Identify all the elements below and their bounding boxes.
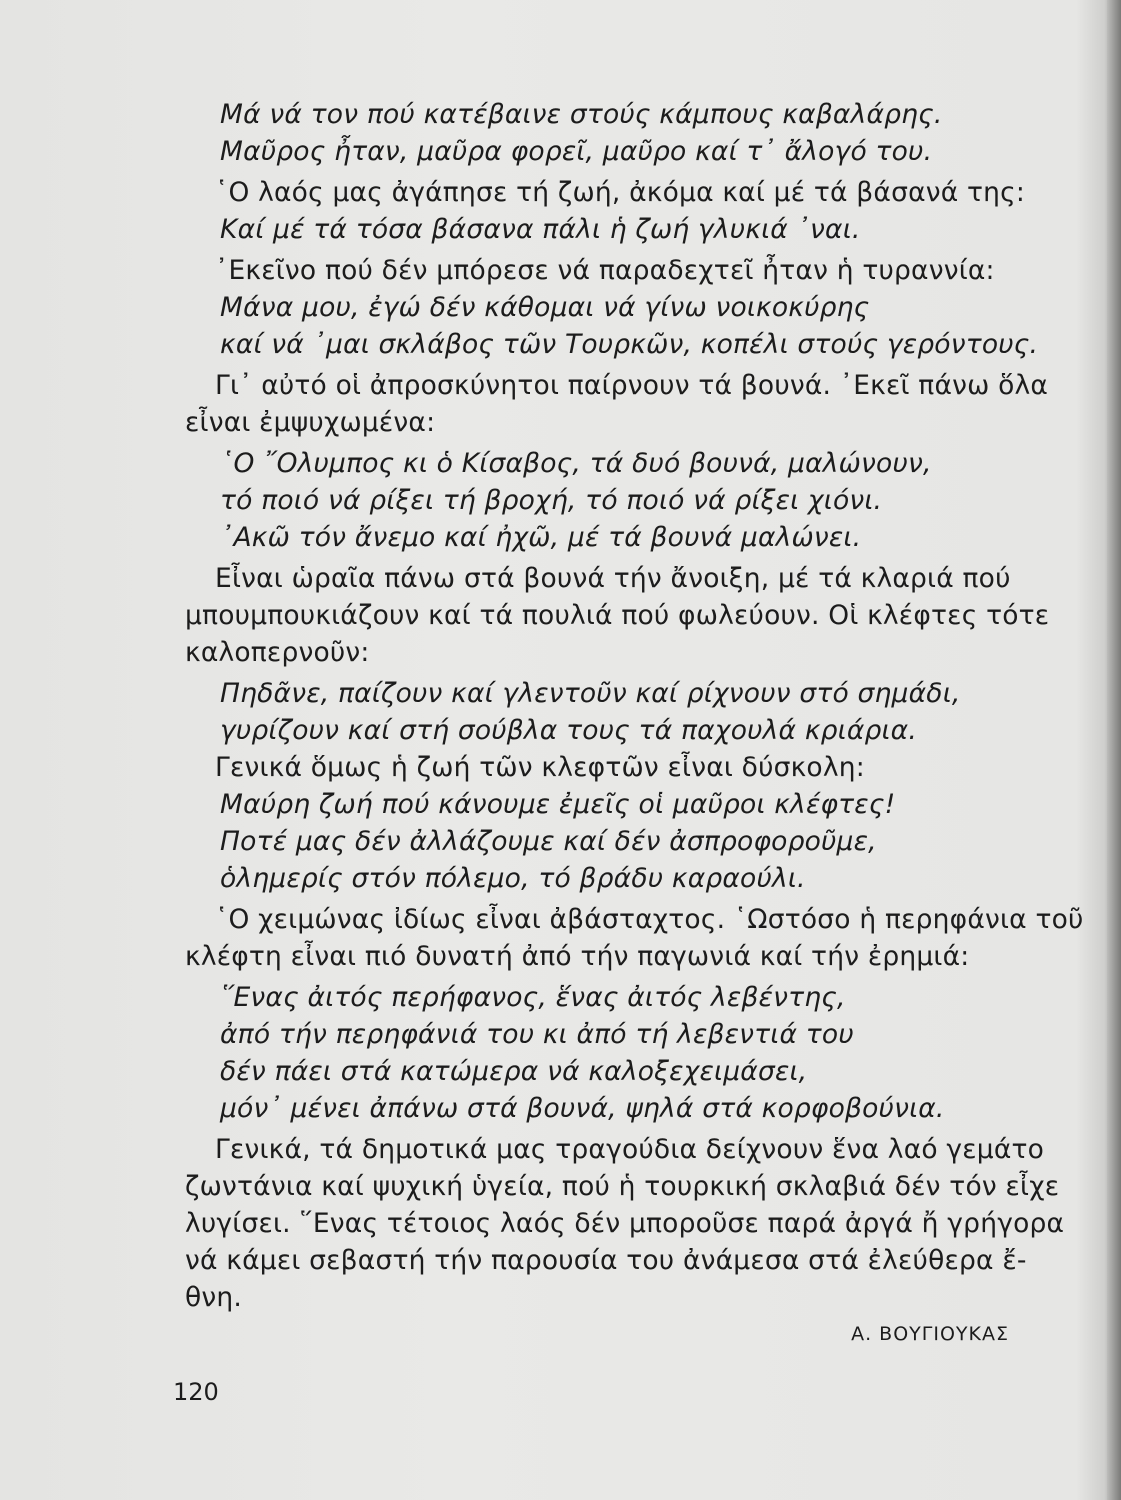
author-signature: Α. ΒΟΥΓΙΟΥΚΑΣ	[851, 1323, 1009, 1345]
verse-line: ὁλημερίς στόν πόλεμο, τό βράδυ καραούλι.	[220, 863, 806, 894]
verse-line: Μάνα μου, ἐγώ δέν κάθομαι νά γίνω νοικοκύρης	[220, 292, 870, 323]
prose-line: κλέφτη εἶναι πιό δυνατή ἀπό τήν παγωνιά καί τήν ἐρημιά:	[185, 941, 970, 972]
prose-line: καλοπερνοῦν:	[185, 637, 370, 668]
prose-line: ζωντάνια καί ψυχική ὑγεία, πού ἡ τουρκική σκλαβιά δέν τόν εἶχε	[185, 1171, 1060, 1202]
prose-line: Γενικά, τά δημοτικά μας τραγούδια δείχνουν ἕνα λαό γεμάτο	[215, 1134, 1045, 1165]
page-text	[185, 96, 1084, 1316]
prose-line: ᾽Εκεῖνο πού δέν μπόρεσε νά παραδεχτεῖ ἦταν ἡ τυραννία:	[215, 255, 995, 286]
book-spine-shadow	[1107, 0, 1121, 1500]
verse-line: ῞Ενας ἀιτός περήφανος, ἕνας ἀιτός λεβέντης,	[220, 982, 846, 1013]
prose-line: νά κάμει σεβαστή τήν παρουσία του ἀνάμεσα στά ἐλεύθερα ἔ-	[185, 1245, 1027, 1276]
prose-line: Γι᾽ αὐτό οἱ ἀπροσκύνητοι παίρνουν τά βουνά. ᾽Εκεῖ πάνω ὅλα	[215, 370, 1049, 401]
prose-line: Γενικά ὅμως ἡ ζωή τῶν κλεφτῶν εἶναι δύσκολη:	[215, 752, 865, 783]
verse-line: Μαῦρος ἦταν, μαῦρα φορεῖ, μαῦρο καί τ᾽ ἄλογό του.	[220, 136, 933, 167]
prose-line: λυγίσει. ῞Ενας τέτοιος λαός δέν μποροῦσε παρά ἀργά ἤ γρήγορα	[185, 1208, 1065, 1239]
verse-line: ῾Ο ῎Ολυμπος κι ὁ Κίσαβος, τά δυό βουνά, μαλώνουν,	[220, 448, 932, 479]
prose-line: ῾Ο λαός μας ἀγάπησε τή ζωή, ἀκόμα καί μέ τά βάσανά της:	[215, 177, 1026, 208]
verse-line: ἀπό τήν περηφάνιά του κι ἀπό τή λεβεντιά του	[220, 1019, 854, 1050]
verse-line: Μαύρη ζωή πού κάνουμε ἐμεῖς οἱ μαῦροι κλέφτες!	[220, 789, 896, 820]
verse-line: μόν᾽ μένει ἀπάνω στά βουνά, ψηλά στά κορφοβούνια.	[220, 1093, 945, 1124]
verse-line: δέν πάει στά κατώμερα νά καλοξεχειμάσει,	[220, 1056, 808, 1087]
prose-line: μπουμπουκιάζουν καί τά πουλιά πού φωλεύουν. Οἱ κλέφτες τότε	[185, 600, 1050, 631]
verse-line: καί νά ᾽μαι σκλάβος τῶν Τουρκῶν, κοπέλι στούς γερόντους.	[220, 329, 1039, 360]
page-number: 120	[173, 1378, 219, 1406]
verse-line: τό ποιό νά ρίξει τή βροχή, τό ποιό νά ρίξει χιόνι.	[220, 485, 883, 516]
verse-line: Πηδᾶνε, παίζουν καί γλεντοῦν καί ρίχνουν στό σημάδι,	[220, 678, 961, 709]
verse-line: ᾽Ακῶ τόν ἄνεμο καί ἠχῶ, μέ τά βουνά μαλώνει.	[220, 522, 862, 553]
verse-line: Ποτέ μας δέν ἀλλάζουμε καί δέν ἀσπροφοροῦμε,	[220, 826, 877, 857]
prose-line: Εἶναι ὡραῖα πάνω στά βουνά τήν ἄνοιξη, μέ τά κλαριά πού	[215, 563, 1011, 594]
prose-line: ῾Ο χειμώνας ἰδίως εἶναι ἀβάσταχτος. ῾Ωστόσο ἡ περηφάνια τοῦ	[215, 904, 1084, 935]
verse-line: Καί μέ τά τόσα βάσανα πάλι ἡ ζωή γλυκιά ᾽ναι.	[220, 214, 861, 245]
prose-line: θνη.	[185, 1282, 243, 1313]
verse-line: γυρίζουν καί στή σούβλα τους τά παχουλά κριάρια.	[220, 715, 917, 746]
prose-line: εἶναι ἐμψυχωμένα:	[185, 407, 436, 438]
verse-line: Μά νά τον πού κατέβαινε στούς κάμπους καβαλάρης.	[220, 99, 943, 130]
